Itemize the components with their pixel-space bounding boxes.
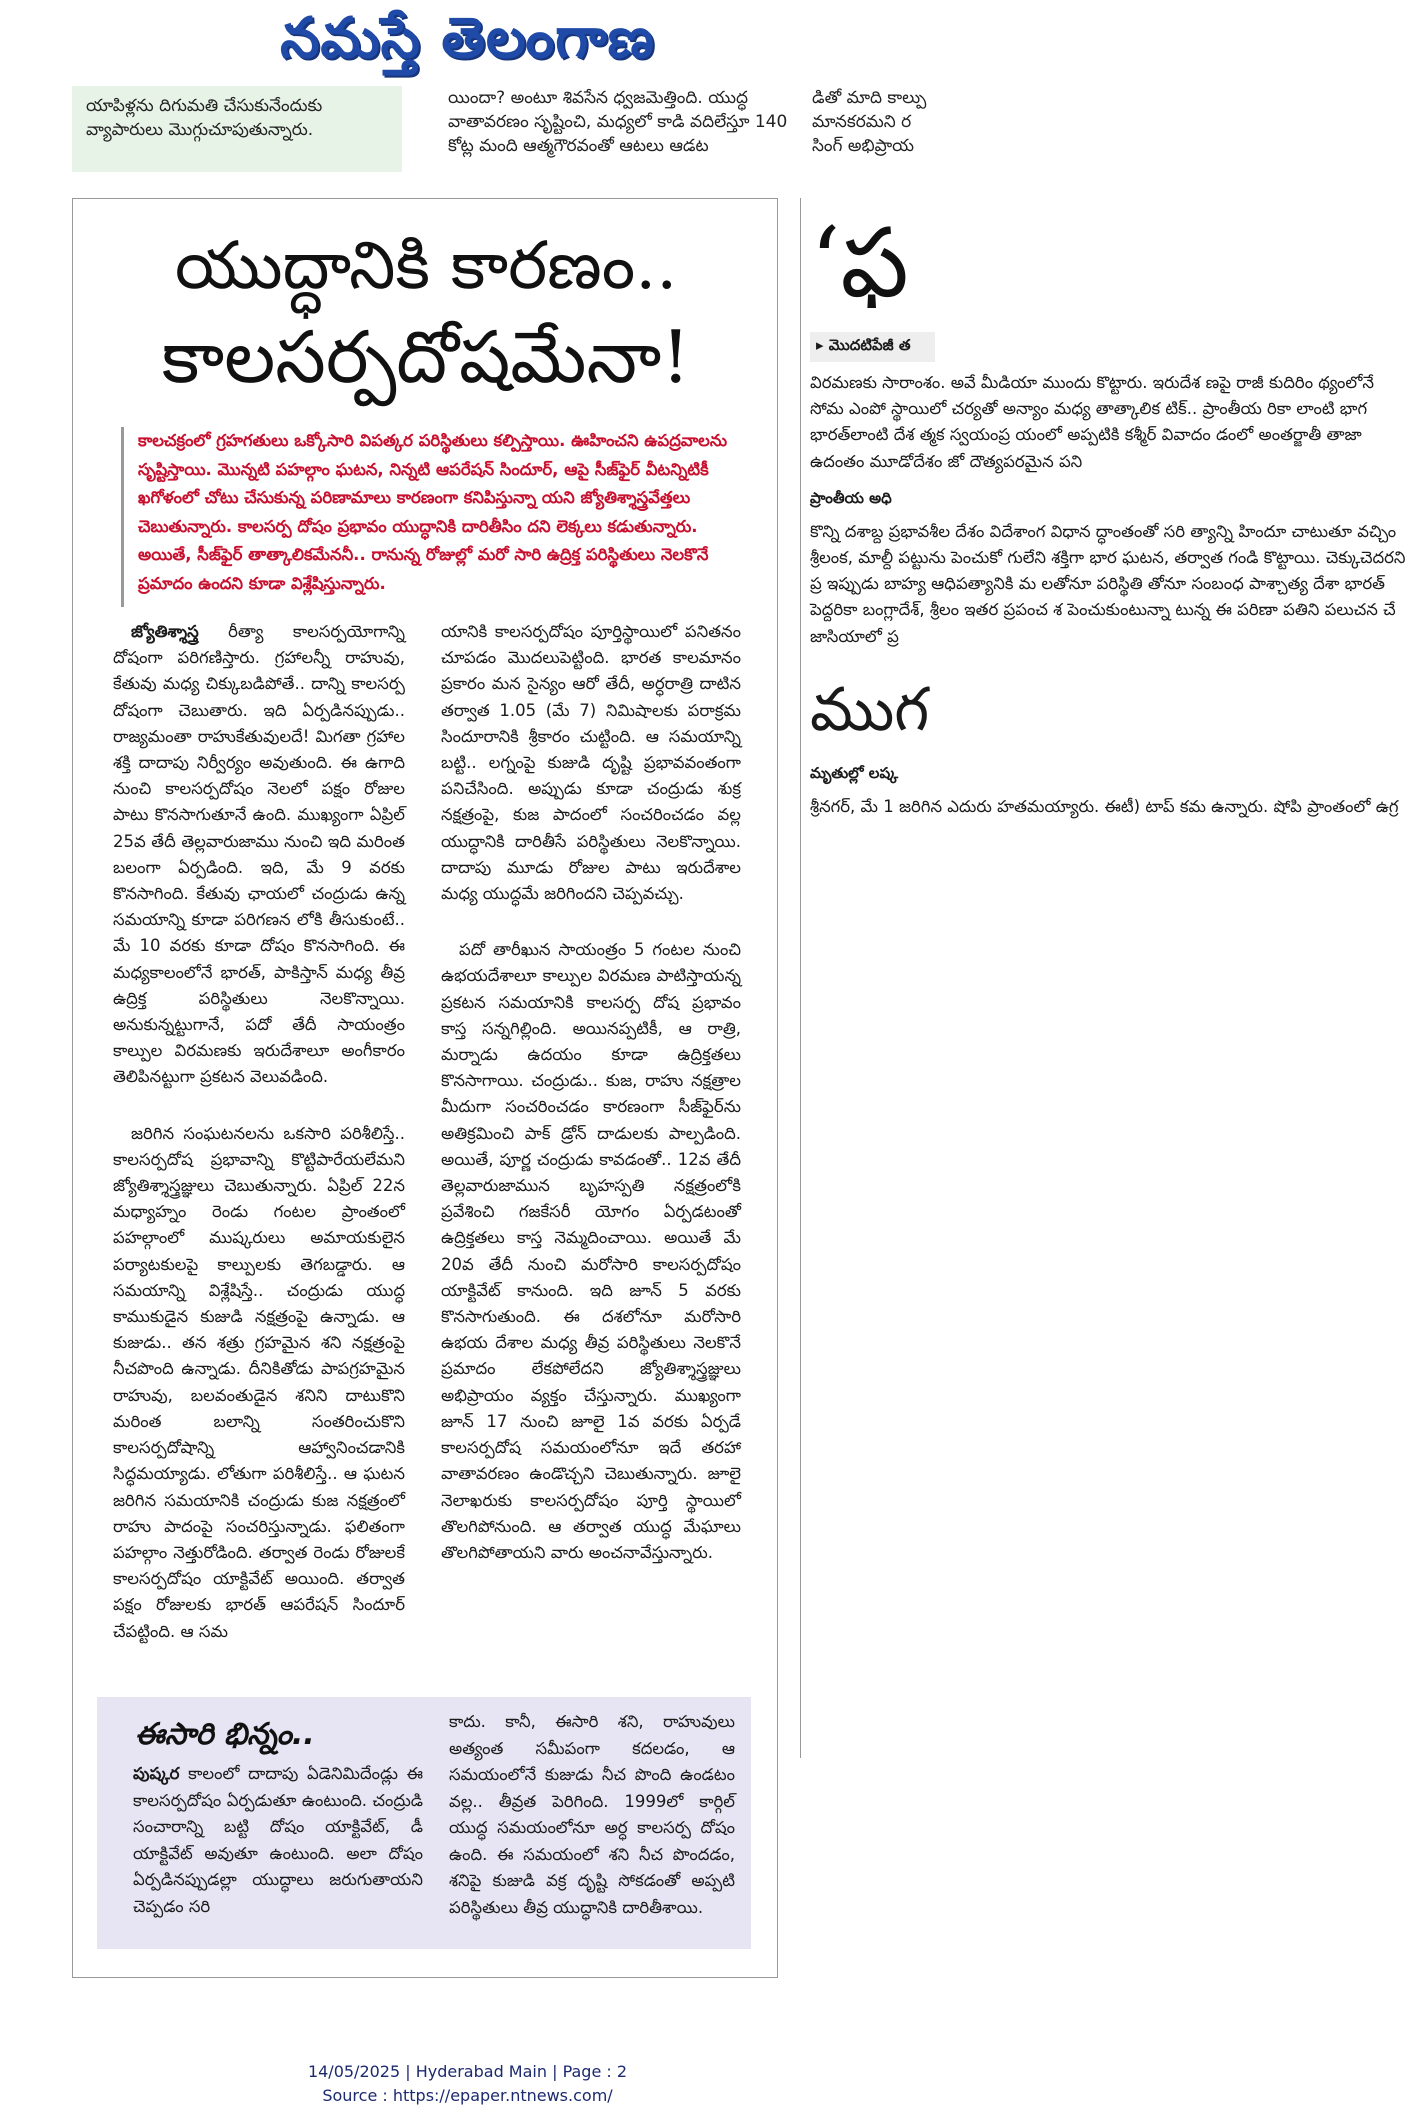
paragraph-text: రీత్యా కాలసర్పయోగాన్ని దోషంగా పరిగణిస్తారు. గ్రహాలన్నీ రాహువు, కేతువు మధ్య చిక్కుబడిపోతే.. దాన్ని కాలసర్ప దోషంగా చెబుతారు. ఇది ఏర్పడినప్పుడు.. రాజ్యమంతా రాహుకేతువులదే! మిగతా గ్రహాల శక్తి దాదాపు నిర్వీర్యం అవుతుంది. ఈ ఉగాది నుంచి కాలసర్పదోషం నెలలో పక్షం రోజుల పాటు కొనసాగుతూనే ఉంది. ముఖ్యంగా ఏప్రిల్ 25వ తేదీ తెల్లవారుజాము నుంచి ఇది మరింత బలంగా ఏర్పడింది. ఇది, మే 9 వరకు కొనసాగింది. కేతువు ఛాయలో చంద్రుడు ఉన్న సమయాన్ని కూడా పరిగణన లోకి తీసుకుంటే.. మే 10 వరకు కూడా దోషం కొనసాగింది. ఈ మధ్యకాలంలోనే భారత్, పాకిస్తాన్ మధ్య తీవ్ర ఉద్రిక్త పరిస్థితులు నెలకొన్నాయి. అనుకున్నట్టుగానే, పదో తేదీ సాయంత్రం కాల్పుల విరమణకు ఇరుదేశాలూ అంగీకారం తెలిపినట్టుగా ప్రకటన వెలువడింది. bbox=[113, 622, 405, 1087]
adjacent-text-2 bbox=[810, 519, 1410, 650]
article-paragraph: పదో తారీఖున సాయంత్రం 5 గంటల నుంచి ఉభయదేశాలూ కాల్పుల విరమణ పాటిస్తాయన్న ప్రకటన సమయానికి కాలసర్ప దోష ప్రభావం కాస్త సన్నగిల్లింది. అయినప్పటికీ, ఆ రాత్రి, మర్నాడు ఉదయం కూడా ఉద్రిక్తతలు కొనసాగాయి. చంద్రుడు.. కుజ, రాహు నక్షత్రాల మీదుగా సంచరించడం కారణంగా సీజ్‌ఫైర్‌ను అతిక్రమించి పాక్ డ్రోన్ దాడులకు పాల్పడింది. అయితే, పూర్ణ చంద్రుడు కావడంతో.. 12వ తేదీ తెల్లవారుజామున బృహస్పతి నక్షత్రంలోకి ప్రవేశించి గజకేసరీ యోగం ఏర్పడటంతో ఉద్రిక్తతలు కాస్త నెమ్మదించాయి. అయితే మే 20వ తేదీ నుంచి మరోసారి కాలసర్పదోషం యాక్టివేట్ కానుంది. ఇది జూన్ 5 వరకు కొనసాగుతుంది. ఈ దశలోనూ మరోసారి ఉభయ దేశాల మధ్య తీవ్ర పరిస్థితులు నెలకొనే ప్రమాదం లేకపోలేదని జ్యోతిశ్శాస్త్రజ్ఞులు అభిప్రాయం వ్యక్తం చేస్తున్నారు. ముఖ్యంగా జూన్ 17 నుంచి జూలై 1వ వరకు ఏర్పడే కాలసర్పదోష సమయంలోనూ ఇదే తరహా వాతావరణం ఉండొచ్చని చెబుతున్నారు. జూలై నెలాఖరుకు కాలసర్పదోషం పూర్తి స్థాయిలో తొలగిపోనుంది. ఆ తర్వాత యుద్ధ మేఘాలు తొలగిపోతాయని వారు అంచనావేస్తున్నారు. bbox=[441, 940, 741, 1562]
article-paragraph: యానికి కాలసర్పదోషం పూర్తిస్థాయిలో పనితనం చూపడం మొదలుపెట్టింది. భారత కాలమానం ప్రకారం మన సైన్యం ఆరో తేదీ, అర్ధరాత్రి దాటిన తర్వాత 1.05 (మే 7) నిమిషాలకు పరాక్రమ సిందూరానికి శ్రీకారం చుట్టింది. ఆ సమయాన్ని బట్టి.. లగ్నంపై కుజుడి దృష్టి ప్రభావవంతంగా పనిచేసింది. అప్పుడు కూడా చంద్రుడు శుక్ర నక్షత్రంపై, కుజ పాదంలో సంచరించడం వల్ల యుద్ధానికి దారితీసే పరిస్థితులు నెలకొన్నాయి. దాదాపు మూడు రోజుల పాటు ఇరుదేశాల మధ్య యుద్ధమే జరిగిందని చెప్పవచ్చు. bbox=[441, 622, 741, 904]
article-deck: కాలచక్రంలో గ్రహగతులు ఒక్కోసారి విపత్కర పరిస్థితులు కల్పిస్తాయి. ఊహించని ఉపద్రవాలను సృష్టిస్తాయి. మొన్నటి పహల్గాం ఘటన, నిన్నటి ఆపరేషన్ సిందూర్, ఆపై సీజ్‌ఫైర్ వీటన్నిటికీ ఖగోళంలో చోటు చేసుకున్న పరిణామాలు కారణంగా కనిపిస్తున్నా యని జ్యోతిశ్శాస్త్రవేత్తలు చెబుతున్నారు. కాలసర్ప దోషం ప్రభావం యుద్ధానికి దారితీసిం దని లెక్కలు కడుతున్నారు. అయితే, సీజ్‌ఫైర్ తాత్కాలికమేననీ.. రానున్న రోజుల్లో మరో సారి ఉద్రిక్త పరిస్థితులు నెలకొనే ప్రమాదం ఉందని కూడా విశ్లేషిస్తున్నారు. bbox=[121, 427, 735, 607]
footer-edition-info: 14/05/2025 | Hyderabad Main | Page : 2 bbox=[307, 2062, 628, 2081]
adjacent-text-1 bbox=[810, 370, 1410, 475]
masthead bbox=[0, 0, 935, 80]
lead-word: జ్యోతిశ్శాస్త్ర bbox=[131, 622, 199, 641]
adjacent-subhead: ప్రాంతీయ అధి bbox=[810, 488, 892, 507]
sidebar-box-title: ఈసారి భిన్నం.. bbox=[135, 1717, 315, 1752]
article-column-1 bbox=[113, 619, 405, 1675]
prev-article-snippet-right: డితో మాది కాల్పు మానకరమని ర సింగ్ అభిప్రాయ bbox=[812, 88, 927, 156]
prev-article-snippet-middle: యిందా? అంటూ శివసేన ధ్వజమెత్తింది. యుద్ధ వాతావరణం సృష్టించి, మధ్యలో కాడి వదిలేస్తూ 140 కోట్ల మంది ఆత్మగౌరవంతో ఆటలు ఆడట bbox=[448, 88, 788, 156]
adjacent-text-span: కొన్ని దశాబ్ద ప్రభావశీల దేశం విదేశాంగ విధాన ద్ధాంతంతో సరి త్యాన్ని హిందూ చాటుతూ వచ్చిం శ్రీలంక, మాల్దీ పట్టును పెంచుకో గులేని శక్తిగా భార ఘటన, తర్వాత గండి కొట్టాయి. చెక్కుచెదరని ప్ర ఇప్పుడు బాహ్య ఆధిపత్యానికి మ లతోనూ పరిస్థితి తోనూ సంబంధ పాశ్చాత్య దేశా భారత్ పెద్దరికా బంగ్లాదేశ్, శ్రీలం ఇతర ప్రపంచ శ పెంచుకుంటున్నా టున్న ఈ పరిణా పతిని పలుచన చే జాసియాలో ప్ర bbox=[810, 521, 1406, 646]
article-headline bbox=[73, 223, 779, 405]
column-divider bbox=[800, 198, 801, 1758]
article-column-2 bbox=[441, 619, 741, 1596]
sidebar-box bbox=[97, 1697, 751, 1949]
sidebar-box-column-2: కాదు. కానీ, ఈసారి శని, రాహువులు అత్యంత సమీపంగా కదలడం, ఆ సమయంలోనే కుజుడు నీచ పొంది ఉండటం వల్ల.. తీవ్రత పెరిగింది. 1999లో కార్గిల్ యుద్ధ సమయంలోనూ అర్ధ కాలసర్ప దోషం ఉంది. ఈ సమయంలో శని నీచ పొందడం, శనిపై కుజుడి వక్ర దృష్టి సోకడంతో అప్పటి పరిస్థితులు తీవ్ర యుద్ధానికి దారితీశాయి. bbox=[449, 1712, 735, 1917]
article-paragraph bbox=[113, 619, 405, 1091]
adjacent-headline: ‘ఫ bbox=[810, 207, 909, 319]
adjacent-article-column bbox=[810, 198, 1406, 1998]
adjacent-subhead-2: మృతుల్లో లష్క bbox=[810, 763, 899, 782]
main-article bbox=[72, 198, 778, 1978]
adjacent-text-span: విరమణకు సారాంశం. అవే మీడియా ముందు కొట్టారు. ఇరుదేశ ణపై రాజీ కుదిరిం థ్యంలోనే సోమ ఎంపో స్థాయిలో చర్యతో అన్యాం మధ్య తాత్కాలిక టిక్.. ప్రాంతీయ రికా లాంటి భాగ భారత్‌లాంటి దేశ త్మక స్వయంప్ర యంలో అప్పటికి కశ్మీర్ వివాదం డంలో అంతర్జాతీ తాజా ఉదంతం మూడోదేశం జో దౌత్యపరమైన పని bbox=[810, 373, 1374, 471]
adjacent-headline-2: ముగ bbox=[810, 674, 930, 745]
adjacent-text-span: శ్రీనగర్, మే 1 జరిగిన ఎదురు హతమయ్యారు. ఈటీ) టాప్ కమ ఉన్నారు. షోపి ప్రాంతంలో ఉగ్ర bbox=[810, 796, 1399, 816]
headline-line-1: యుద్ధానికి కారణం.. bbox=[174, 227, 678, 304]
lead-word: పుష్కర bbox=[133, 1764, 180, 1783]
adjacent-text-3 bbox=[810, 794, 1410, 820]
newspaper-logo: నమస్తే తెలంగాణ bbox=[280, 6, 655, 71]
article-paragraph: జరిగిన సంఘటనలను ఒకసారి పరిశీలిస్తే.. కాలసర్పదోష ప్రభావాన్ని కొట్టిపారేయలేమని జ్యోతిశ్శాస్త్రజ్ఞులు చెబుతున్నారు. ఏప్రిల్ 22న మధ్యాహ్నం రెండు గంటల ప్రాంతంలో పహల్గాంలో ముష్కరులు అమాయకులైన పర్యాటకులపై కాల్పులకు తెగబడ్డారు. ఆ సమయాన్ని విశ్లేషిస్తే.. చంద్రుడు యుద్ధ కాముకుడైన కుజుడి నక్షత్రంపై ఉన్నాడు. ఆ కుజుడు.. తన శత్రు గ్రహమైన శని నక్షత్రంపై నీచపొంది ఉన్నాడు. దీనికితోడు పాపగ్రహమైన రాహువు, బలవంతుడైన శనిని దాటుకొని మరింత బలాన్ని సంతరించుకొని కాలసర్పదోషాన్ని ఆహ్వానించడానికి సిద్ధమయ్యాడు. లోతుగా పరిశీలిస్తే.. ఆ ఘటన జరిగిన సమయానికి చంద్రుడు కుజ నక్షత్రంలో రాహు పాదంపై సంచరిస్తున్నాడు. ఫలితంగా పహల్గాం నెత్తురోడింది. తర్వాత రెండు రోజులకే కాలసర్పదోషం యాక్టివేట్ అయింది. తర్వాత పక్షం రోజులకు భారత్ ఆపరేషన్ సిందూర్ చేపట్టింది. ఆ సమ bbox=[113, 1123, 405, 1641]
paragraph-text: కాలంలో దాదాపు ఏడెనిమిదేండ్లు ఈ కాలసర్పదోషం ఏర్పడుతూ ఉంటుంది. చంద్రుడి సంచారాన్ని బట్టి దోషం యాక్టివేట్, డీ యాక్టివేట్ అవుతూ ఉంటుంది. అలా దోషం ఏర్పడినప్పుడల్లా యుద్ధాలు జరుగుతాయని చెప్పడం సరి bbox=[133, 1764, 423, 1916]
sidebar-box-column-1 bbox=[133, 1761, 423, 1920]
footer-source-link[interactable]: Source : https://epaper.ntnews.com/ bbox=[322, 2086, 613, 2105]
prev-article-snippet-left: యాపిళ్లను దిగుమతి చేసుకునేందుకు వ్యాపారులు మొగ్గుచూపుతున్నారు. bbox=[72, 86, 402, 172]
page-footer bbox=[0, 2060, 935, 2108]
headline-line-2: కాలసర్పదోషమేనా! bbox=[161, 315, 691, 399]
adjacent-kicker: ▸ మొదటిపేజీ త bbox=[810, 332, 935, 362]
